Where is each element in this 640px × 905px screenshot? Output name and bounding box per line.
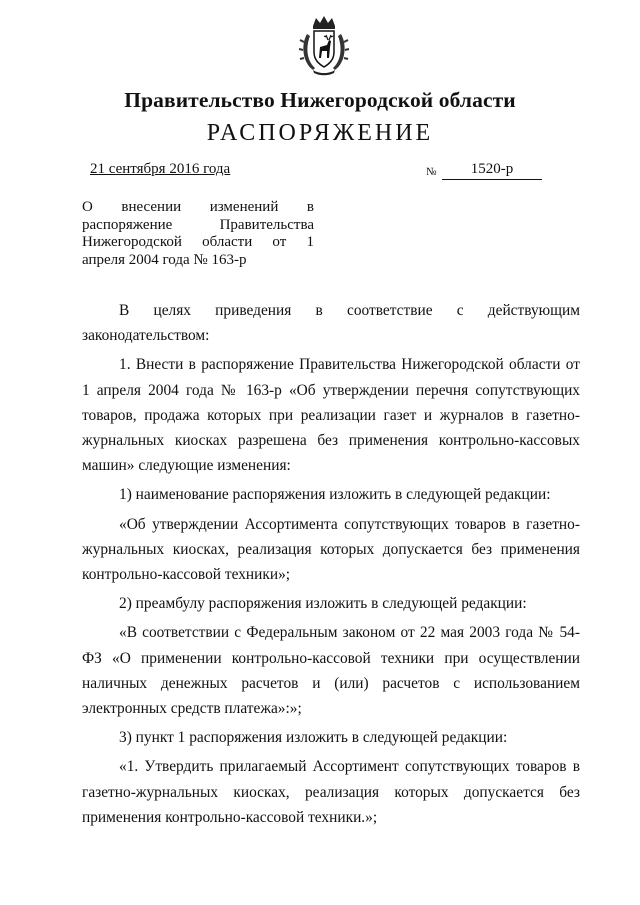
subject-line: апреля 2004 года № 163-р [82,251,247,268]
subject-line: Нижегородской области от 1 [82,234,314,250]
document-body [82,298,580,830]
subitem-2-text: «В соответствии с Федеральным законом от 22 мая 2003 года № 54-ФЗ «О применении контрольно-кассовой техники при осуществлении наличных денежных расчетов и (или) расчетов с использованием электронных средств платежа»:»; [82,624,580,718]
subitem-3-text: «1. Утвердить прилагаемый Ассортимент сопутствующих товаров в газетно-журнальных киосках, реализация которых допускается без применения контрольно-кассовой техники.»; [82,758,580,826]
document-number: 1520-р [442,161,542,180]
subitem-1-text: «Об утверждении Ассортимента сопутствующих товаров в газетно-журнальных киосках, реализация которых допускается без применения контрольно-кассовой техники»; [82,515,580,584]
intro-paragraph: В целях приведения в соответствие с действующим законодательством: [82,302,580,345]
organization-title: Правительство Нижегородской области [124,88,516,112]
subitem-2-heading: 2) преамбулу распоряжения изложить в следующей редакции: [119,595,527,613]
document-type: РАСПОРЯЖЕНИЕ [206,120,434,146]
item-1-paragraph: 1. Внести в распоряжение Правительства Нижегородской области от 1 апреля 2004 года № 163-р «Об утверждении перечня сопутствующих товаров, продажа которых при реализации газет и журналов в газетно-журнальных киосках разрешена без применения контрольно-кассовых машин» следующие изменения: [82,356,580,475]
number-label: № [426,166,437,178]
subject-line: распоряжение Правительства [82,216,314,233]
document-date: 21 сентября 2016 года [90,161,231,177]
subject-block [82,199,314,269]
subitem-1-heading: 1) наименование распоряжения изложить в следующей редакции: [119,486,551,504]
subject-line: О внесении изменений в [82,199,314,215]
subitem-3-heading: 3) пункт 1 распоряжения изложить в следующей редакции: [119,729,508,747]
coat-of-arms-icon [299,14,349,76]
